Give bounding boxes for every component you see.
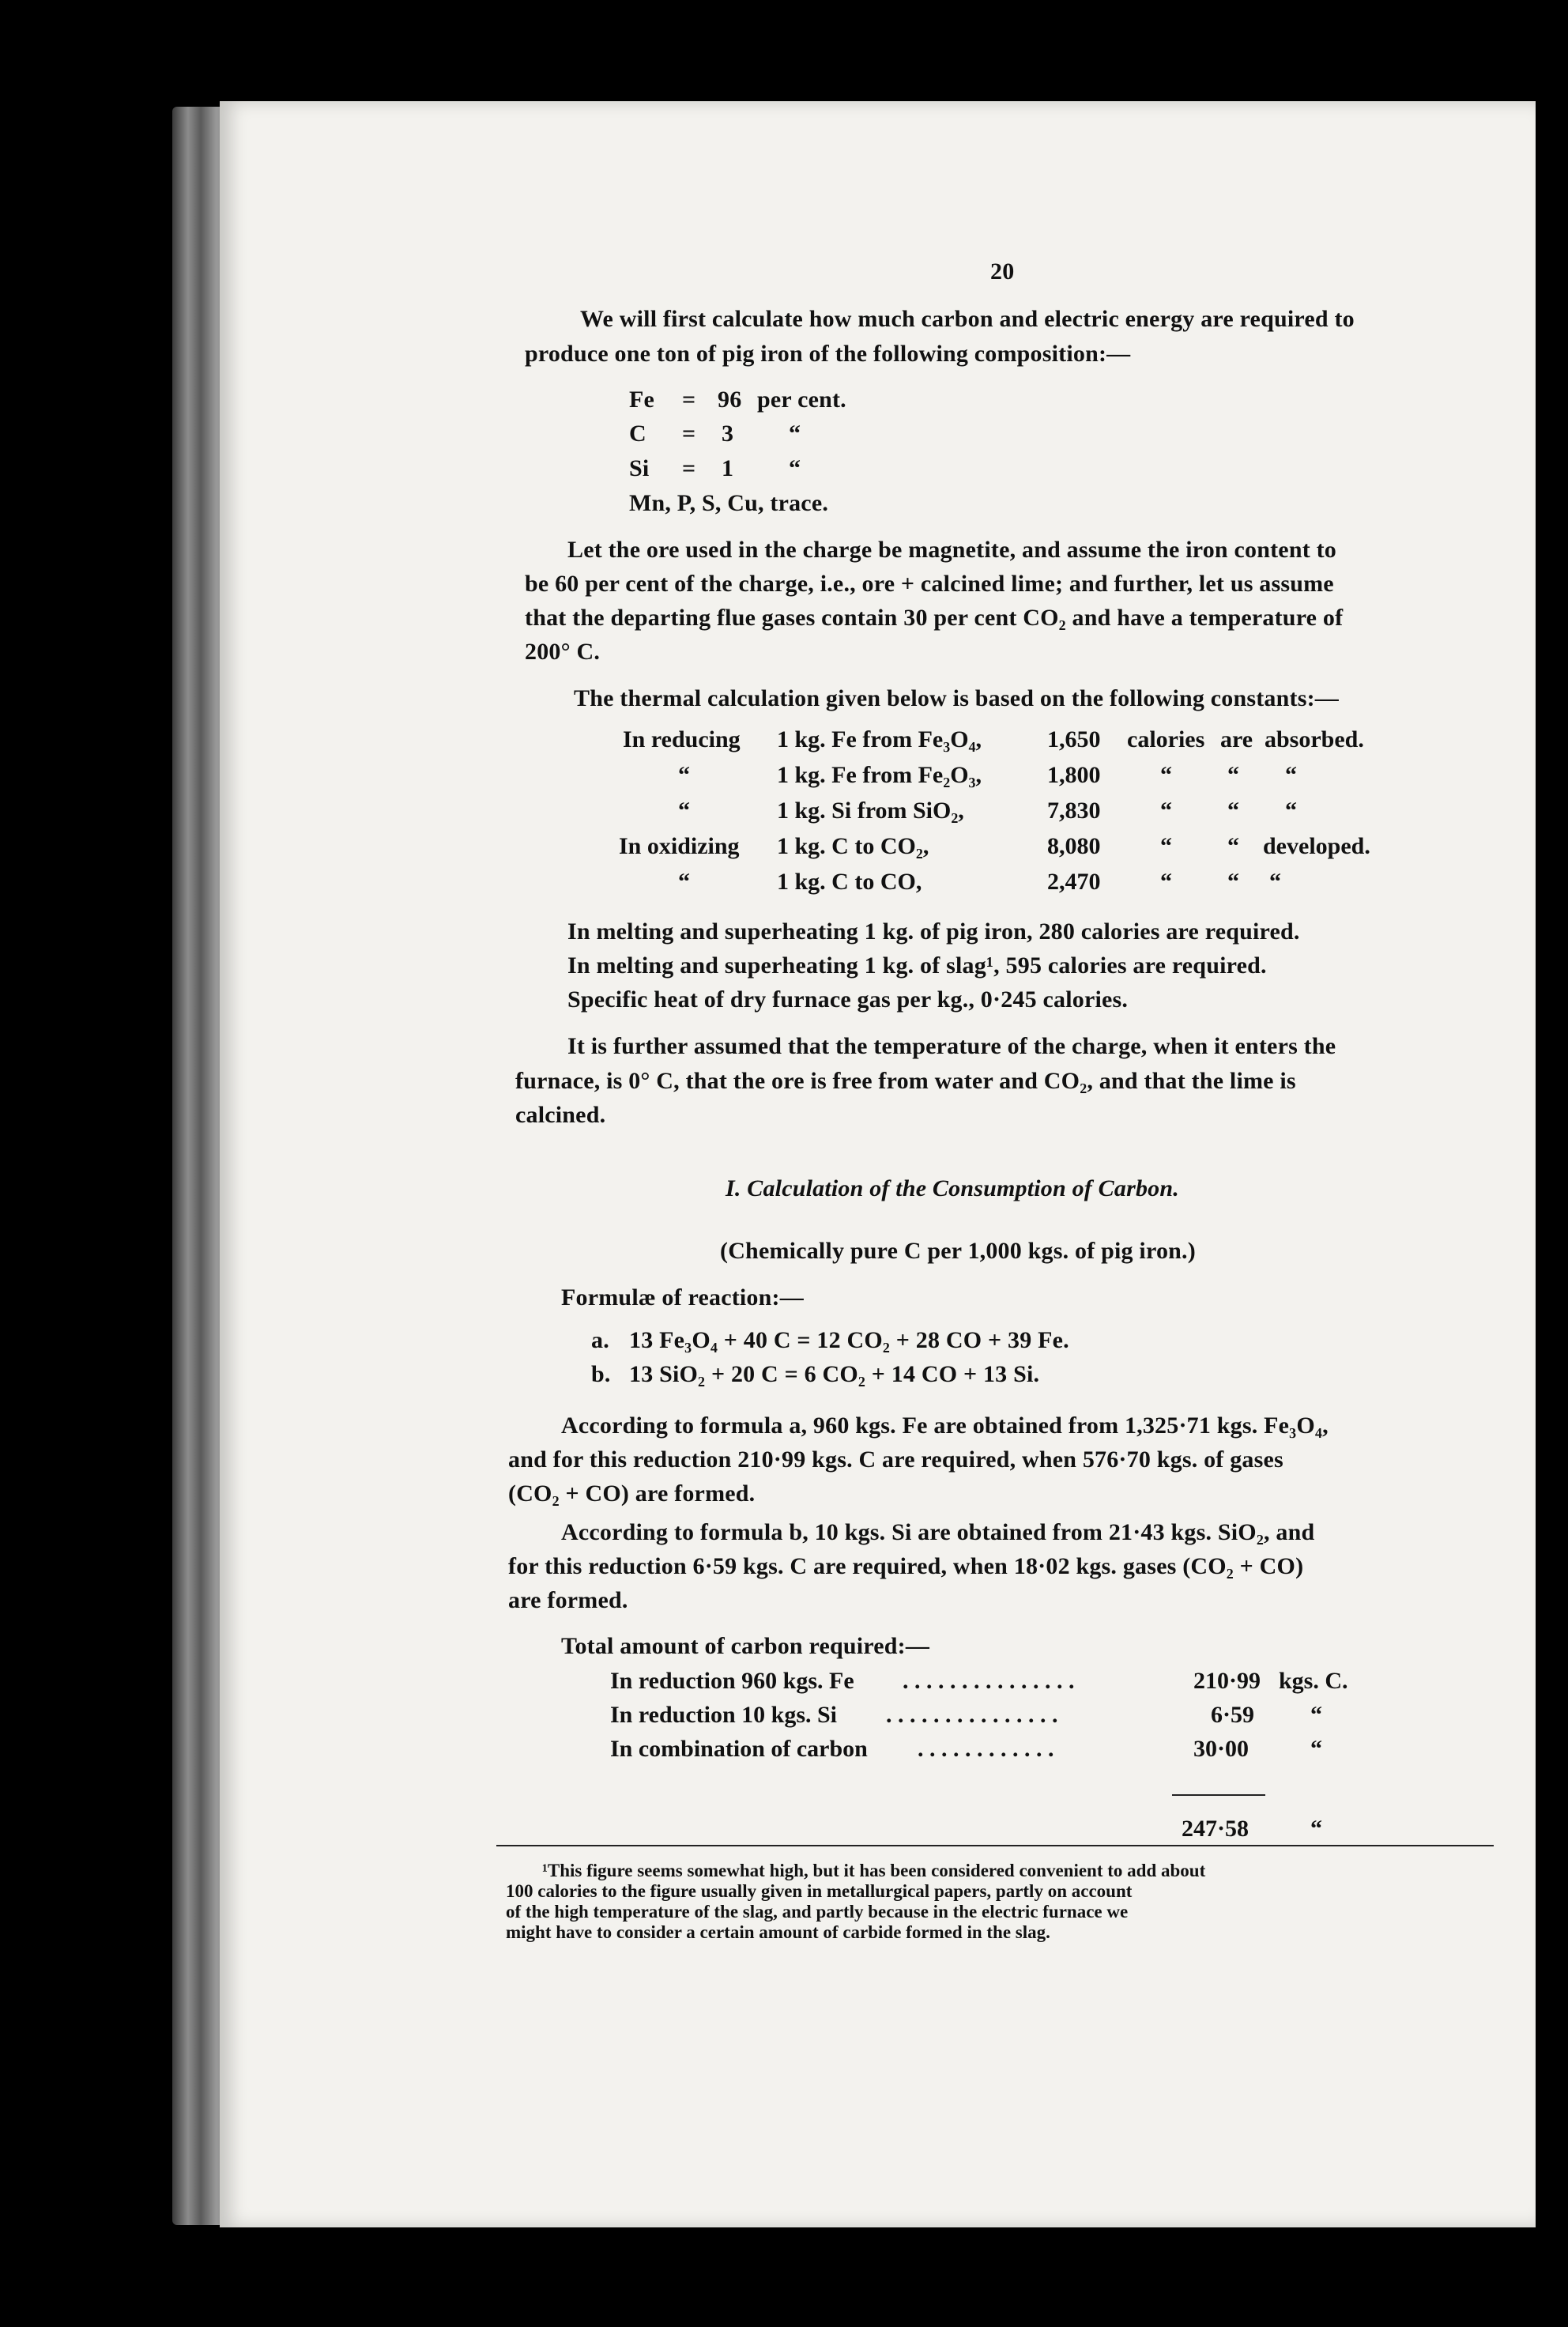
para-ore-line-1: Let the ore used in the charge be magnetite, and assume the iron content to — [567, 537, 1336, 563]
constants-cell: 8,080 — [1047, 833, 1101, 859]
constants-cell: “ — [1160, 762, 1172, 788]
sum-rule — [1172, 1794, 1265, 1796]
total-item-leader: . . . . . . . . . . . . — [918, 1736, 1054, 1762]
constants-cell: In oxidizing — [619, 833, 740, 859]
formula-label: a. — [591, 1327, 609, 1353]
constants-cell: 1 kg. C to CO, — [777, 869, 922, 895]
total-item-value: 30·00 — [1193, 1736, 1250, 1762]
total-item-value: 210·99 — [1193, 1668, 1261, 1694]
melting-line-1: In melting and superheating 1 kg. of pig iron, 280 calories are required. — [567, 918, 1300, 945]
constants-cell: “ — [678, 869, 690, 895]
composition-element: Fe — [629, 387, 655, 413]
constants-cell: 1 kg. Si from SiO₂, — [777, 798, 964, 824]
para-ore-line-2: be 60 per cent of the charge, i.e., ore + calcined lime; and further, let us assume — [525, 571, 1334, 597]
composition-trace: Mn, P, S, Cu, trace. — [629, 490, 829, 516]
total-item-unit: “ — [1310, 1736, 1322, 1762]
footnote-line-1: ¹This figure seems somewhat high, but it has been considered convenient to add about — [542, 1861, 1206, 1880]
constants-cell: 1 kg. Fe from Fe₂O₃, — [777, 762, 982, 788]
total-item-unit: kgs. C. — [1279, 1668, 1348, 1694]
constants-cell: absorbed. — [1265, 726, 1364, 752]
para-a-line-1: According to formula a, 960 kgs. Fe are obtained from 1,325·71 kgs. Fe₃O₄, — [561, 1412, 1329, 1439]
melting-line-3: Specific heat of dry furnace gas per kg., 0·245 calories. — [567, 986, 1129, 1013]
constants-cell: “ — [678, 798, 690, 824]
composition-value: 96 — [718, 387, 742, 413]
constants-cell: “ — [1285, 798, 1297, 824]
para-b-line-2: for this reduction 6·59 kgs. C are required, when 18·02 kgs. gases (CO₂ + CO) — [508, 1553, 1304, 1579]
constants-cell: “ — [1227, 798, 1239, 824]
formula-label: b. — [591, 1361, 611, 1387]
intro-line-2: produce one ton of pig iron of the following composition:— — [525, 341, 1131, 367]
formulae-label: Formulæ of reaction:— — [561, 1284, 804, 1311]
para-a-line-2: and for this reduction 210·99 kgs. C are required, when 576·70 kgs. of gases — [508, 1446, 1283, 1473]
para-assume-line-1: It is further assumed that the temperature of the charge, when it enters the — [567, 1033, 1336, 1059]
constants-cell: “ — [1285, 762, 1297, 788]
footnote-divider — [496, 1845, 1494, 1846]
total-item-leader: . . . . . . . . . . . . . . . — [903, 1668, 1075, 1694]
total-item-value: 6·59 — [1211, 1702, 1255, 1728]
composition-op: = — [682, 455, 696, 481]
constants-cell: 1,650 — [1047, 726, 1101, 752]
constants-cell: are — [1220, 726, 1253, 752]
constants-cell: In reducing — [623, 726, 741, 752]
formula-equation: 13 SiO₂ + 20 C = 6 CO₂ + 14 CO + 13 Si. — [629, 1361, 1040, 1387]
composition-value: 1 — [722, 455, 734, 481]
constants-cell: “ — [1227, 833, 1239, 859]
total-sum-unit: “ — [1310, 1816, 1322, 1842]
constants-cell: 7,830 — [1047, 798, 1101, 824]
total-item-label: In reduction 960 kgs. Fe — [610, 1668, 854, 1694]
constants-cell: 1,800 — [1047, 762, 1101, 788]
constants-cell: “ — [1269, 869, 1281, 895]
para-b-line-3: are formed. — [508, 1587, 628, 1613]
constants-cell: “ — [678, 762, 690, 788]
total-sum-value: 247·58 — [1182, 1816, 1250, 1842]
para-b-line-1: According to formula b, 10 kgs. Si are obtained from 21·43 kgs. SiO₂, and — [561, 1519, 1315, 1545]
constants-cell: 2,470 — [1047, 869, 1101, 895]
total-label: Total amount of carbon required:— — [561, 1633, 930, 1659]
composition-element: Si — [629, 455, 650, 481]
constants-cell: “ — [1227, 869, 1239, 895]
composition-op: = — [682, 387, 696, 413]
para-ore-line-4: 200° C. — [525, 639, 601, 665]
composition-op: = — [682, 421, 696, 447]
para-assume-line-2: furnace, is 0° C, that the ore is free from water and CO₂, and that the lime is — [515, 1068, 1296, 1094]
total-item-leader: . . . . . . . . . . . . . . . — [886, 1702, 1058, 1728]
composition-element: C — [629, 421, 646, 447]
composition-unit: “ — [789, 421, 801, 447]
formula-equation: 13 Fe₃O₄ + 40 C = 12 CO₂ + 28 CO + 39 Fe. — [629, 1327, 1069, 1353]
book-page — [220, 101, 1536, 2227]
para-assume-line-3: calcined. — [515, 1102, 606, 1128]
constants-cell: “ — [1160, 798, 1172, 824]
page-number: 20 — [990, 258, 1015, 285]
constants-cell: 1 kg. Fe from Fe₃O₄, — [777, 726, 982, 752]
footnote-line-3: of the high temperature of the slag, and partly because in the electric furnace we — [506, 1902, 1129, 1922]
constants-cell: 1 kg. C to CO₂, — [777, 833, 929, 859]
footnote-line-2: 100 calories to the figure usually given in metallurgical papers, partly on account — [506, 1881, 1133, 1901]
section-heading: I. Calculation of the Consumption of Carbon. — [726, 1175, 1179, 1201]
total-item-label: In reduction 10 kgs. Si — [610, 1702, 838, 1728]
melting-line-2: In melting and superheating 1 kg. of slag¹, 595 calories are required. — [567, 952, 1267, 979]
footnote-line-4: might have to consider a certain amount of carbide formed in the slag. — [506, 1922, 1050, 1942]
total-item-unit: “ — [1310, 1702, 1322, 1728]
total-item-label: In combination of carbon — [610, 1736, 868, 1762]
constants-cell: “ — [1160, 869, 1172, 895]
composition-unit: “ — [789, 455, 801, 481]
constants-cell: calories — [1127, 726, 1205, 752]
composition-value: 3 — [722, 421, 734, 447]
composition-unit: per cent. — [757, 387, 846, 413]
para-ore-line-3: that the departing flue gases contain 30 per cent CO₂ and have a temperature of — [525, 605, 1344, 631]
constants-intro: The thermal calculation given below is based on the following constants:— — [574, 685, 1339, 711]
section-subheading: (Chemically pure C per 1,000 kgs. of pig iron.) — [720, 1238, 1196, 1264]
constants-cell: “ — [1227, 762, 1239, 788]
para-a-line-3: (CO₂ + CO) are formed. — [508, 1480, 756, 1507]
intro-line-1: We will first calculate how much carbon and electric energy are required to — [580, 306, 1355, 332]
constants-cell: “ — [1160, 833, 1172, 859]
constants-cell: developed. — [1263, 833, 1370, 859]
